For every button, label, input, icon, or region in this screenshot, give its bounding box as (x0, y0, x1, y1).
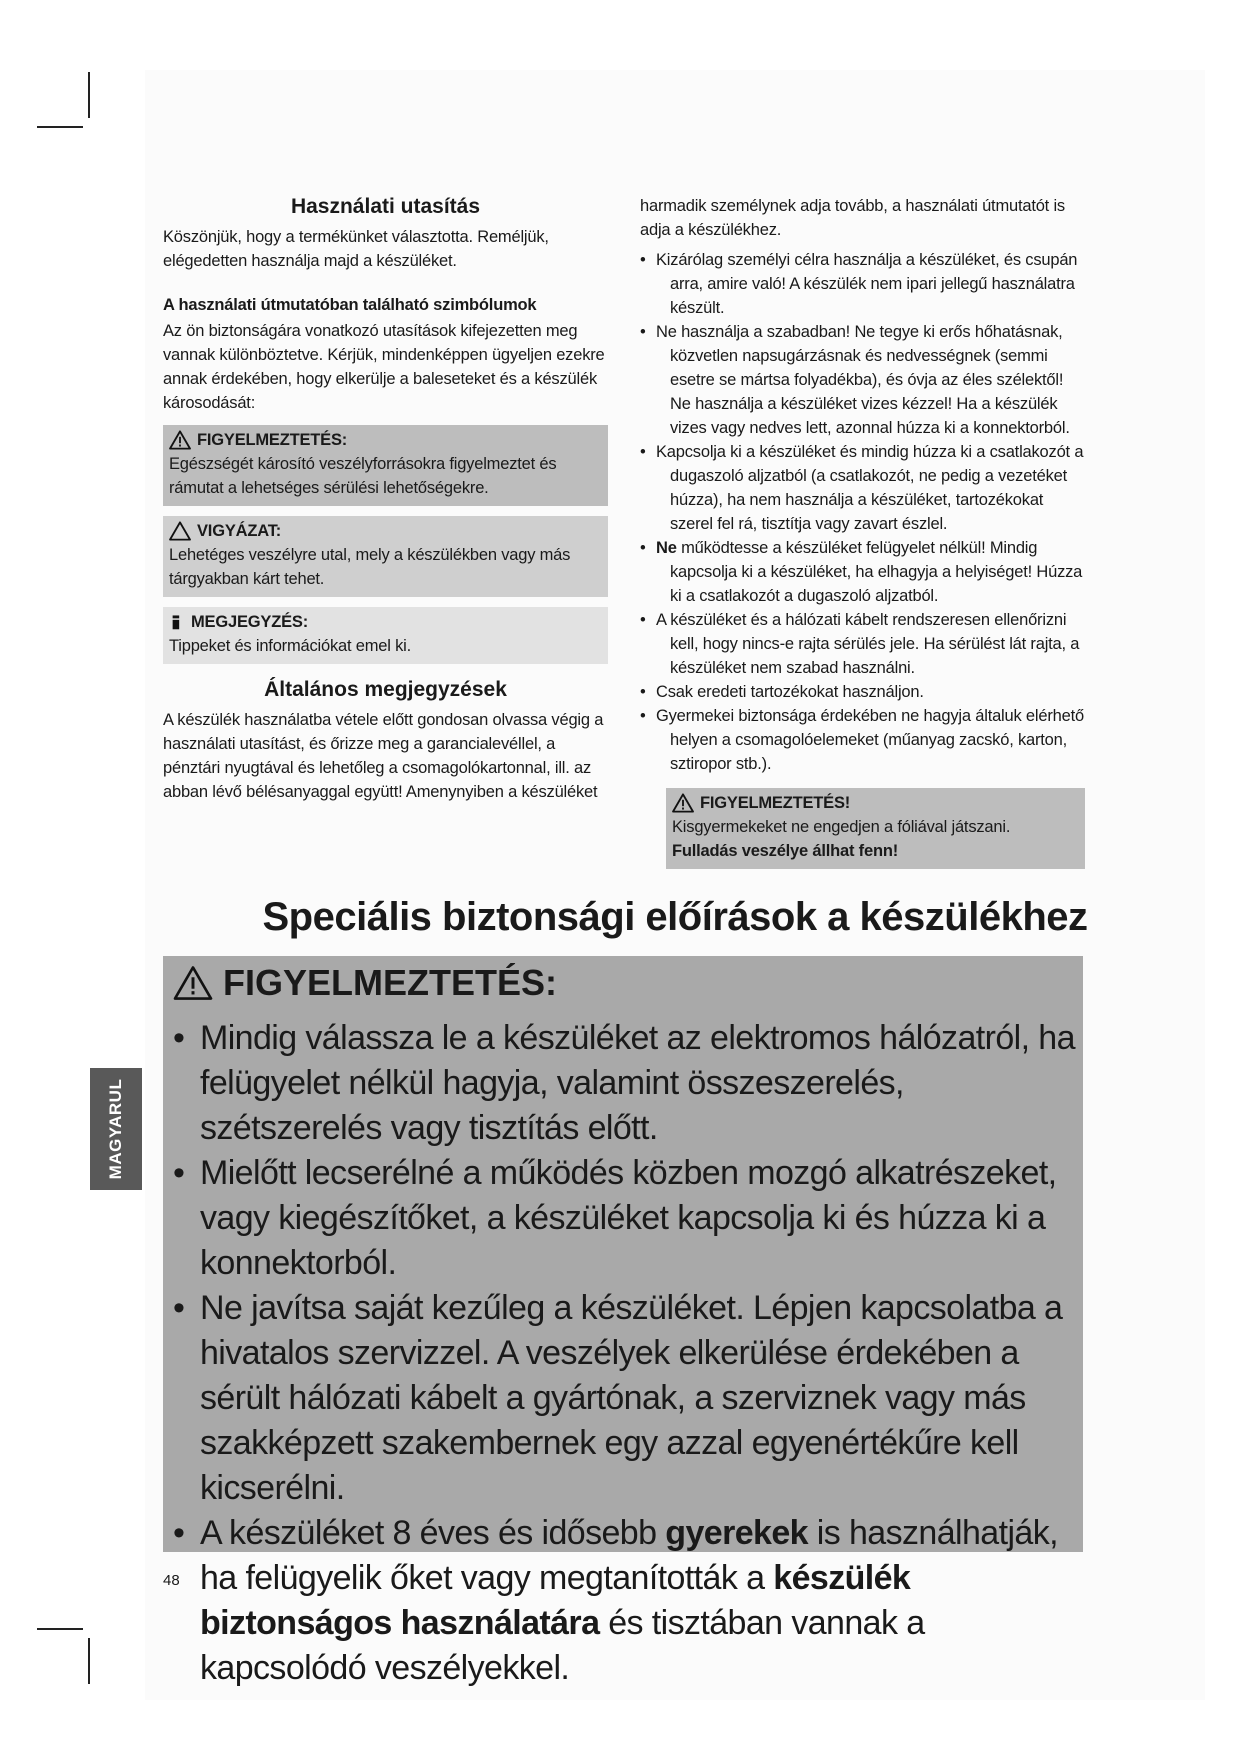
list-item-bold: Ne (656, 539, 677, 557)
symbols-text: Az ön biztonságára vonatkozó utasítások kifejezetten meg vannak különböztetve. Kérjük, mindenképpen ügyeljen ezekre annak érdekében, hogy elkerülje a baleseteket és a készülék károsodását: (163, 322, 605, 412)
note-label: MEGJEGYZÉS: (191, 613, 308, 631)
warning-triangle-icon (672, 793, 694, 813)
list-item: • Ne javítsa saját kezűleg a készüléket. Lépjen kapcsolatba a hivatalos szervizzel. A veszélyek elkerülése érdekében a sérült hálózati kábelt a gyártónak, a szerviznek vagy más szakképzett szakembernek egy azzal egyenértékűre kell kicserélni. (173, 1286, 1083, 1511)
special-warning-header (173, 962, 557, 1004)
list-item: • Gyermekei biztonsága érdekében ne hagyja általuk elérhető helyen a csomagolóelemeket (műanyag zacskó, karton, sztiropor stb.). (640, 704, 1085, 776)
right-warning-text (672, 815, 1079, 863)
page-title: Használati utasítás (290, 195, 481, 218)
caution-text: Lehetéges veszélyre utal, mely a készülékben vagy más tárgyakban kárt tehet. (169, 546, 571, 588)
item-text: A készüléket 8 éves és idősebb (200, 1514, 657, 1552)
item-text: is használhatják, ha felügyelik őket vagy megtanították a (200, 1514, 1058, 1597)
warning-text: Egészségét károsító veszélyforrásokra figyelmeztet és rámutat a lehetséges sérülési lehetőségekre. (169, 455, 557, 497)
warning-triangle-icon (169, 430, 191, 450)
right-warning-bold: Fulladás veszélye állhat fenn! (672, 842, 898, 860)
warning-header (169, 428, 602, 452)
list-item (640, 536, 1085, 608)
special-title: Speciális biztonsági előírások a készülékhez (262, 895, 1088, 939)
info-icon (169, 612, 185, 632)
special-list (173, 1016, 1083, 1691)
warning-box (163, 425, 608, 506)
item-bold: gyerekek (665, 1514, 808, 1552)
note-header (169, 610, 602, 634)
list-item: • Ne használja a szabadban! Ne tegye ki erős hőhatásnak, közvetlen napsugárzásnak és nedvességnek (semmi esetre se mártsa folyadékba), és óvja az éles szélektől! Ne használja a készüléket vizes kézzel! Ha a készülék vizes vagy nedves lett, azonnal húzza ki a konnektorból. (640, 320, 1085, 440)
caution-box (163, 516, 608, 597)
special-warning-label: FIGYELMEZTETÉS: (223, 962, 558, 1003)
note-text: Tippeket és információkat emel ki. (169, 637, 412, 655)
intro-text: Köszönjük, hogy a termékünket választotta. Reméljük, elégedetten használja majd a készüléket. (163, 228, 549, 270)
right-warning-plain: Kisgyermekeket ne engedjen a fóliával játszani. (672, 818, 1011, 836)
caution-header (169, 519, 602, 543)
crop-mark (88, 1638, 90, 1684)
warning-label: FIGYELMEZTETÉS: (197, 431, 348, 449)
page-number: 48 (163, 1572, 180, 1589)
right-warning-box (666, 788, 1085, 869)
right-column (640, 194, 1085, 869)
left-column (163, 195, 608, 804)
crop-mark (37, 126, 83, 128)
symbols-heading: A használati útmutatóban található szimbólumok (163, 296, 537, 314)
caution-triangle-icon (169, 521, 191, 541)
list-item: • Kizárólag személyi célra használja a készüléket, és csupán arra, amire való! A készülék nem ipari jellegű használatra készült. (640, 248, 1085, 320)
note-box (163, 607, 608, 664)
safety-list (640, 248, 1085, 776)
item-bold: készülék biztonságos használatára (200, 1559, 911, 1642)
list-item-text: működtesse a készüléket felügyelet nélkül! Mindig kapcsolja ki a készüléket, ha elhagyja a helyiséget! Húzza ki a csatlakozót a dugaszoló aljzatból. (670, 539, 1083, 605)
list-item (173, 1511, 1083, 1691)
list-item: • Kapcsolja ki a készüléket és mindig húzza ki a csatlakozót a dugaszoló aljzatból (a csatlakozót, ne pedig a vezetéket húzza), ha nem használja a készüléket, tartozékokat szerel fel rá, tisztítja vagy zavart észlel. (640, 440, 1085, 536)
crop-mark (37, 1628, 83, 1630)
caution-label: VIGYÁZAT: (197, 522, 282, 540)
continuation-text: harmadik személynek adja tovább, a használati útmutatót is adja a készülékhez. (640, 197, 1065, 239)
list-item: • Mielőtt lecserélné a működés közben mozgó alkatrészeket, vagy kiegészítőket, a készüléket kapcsolja ki és húzza ki a konnektorból. (173, 1151, 1083, 1286)
item-text: és tisztában vannak a kapcsolódó veszélyekkel. (200, 1604, 925, 1687)
crop-mark (88, 72, 90, 118)
list-item: • A készüléket és a hálózati kábelt rendszeresen ellenőrizni kell, hogy nincs-e rajta sérülés jele. Ha sérülést lát rajta, a készüléket nem szabad használni. (640, 608, 1085, 680)
language-tab-label: MAGYARUL (106, 1078, 125, 1180)
list-item: • Mindig válassza le a készüléket az elektromos hálózatról, ha felügyelet nélkül hagyja, valamint összeszerelés, szétszerelés vagy tisztítás előtt. (173, 1016, 1083, 1151)
right-warning-header (672, 791, 1079, 815)
list-item: • Csak eredeti tartozékokat használjon. (640, 680, 1085, 704)
right-warning-label: FIGYELMEZTETÉS! (700, 794, 851, 812)
warning-triangle-icon (173, 965, 213, 1001)
general-heading: Általános megjegyzések (264, 678, 507, 701)
general-text: A készülék használatba vétele előtt gondosan olvassa végig a használati utasítást, és őrizze meg a garancialevéllel, a pénztári nyugtával és lehetőleg a csomagolókartonnal, ill. az abban lévő bélésanyaggal együtt! Amenynyiben a készüléket (163, 711, 604, 801)
